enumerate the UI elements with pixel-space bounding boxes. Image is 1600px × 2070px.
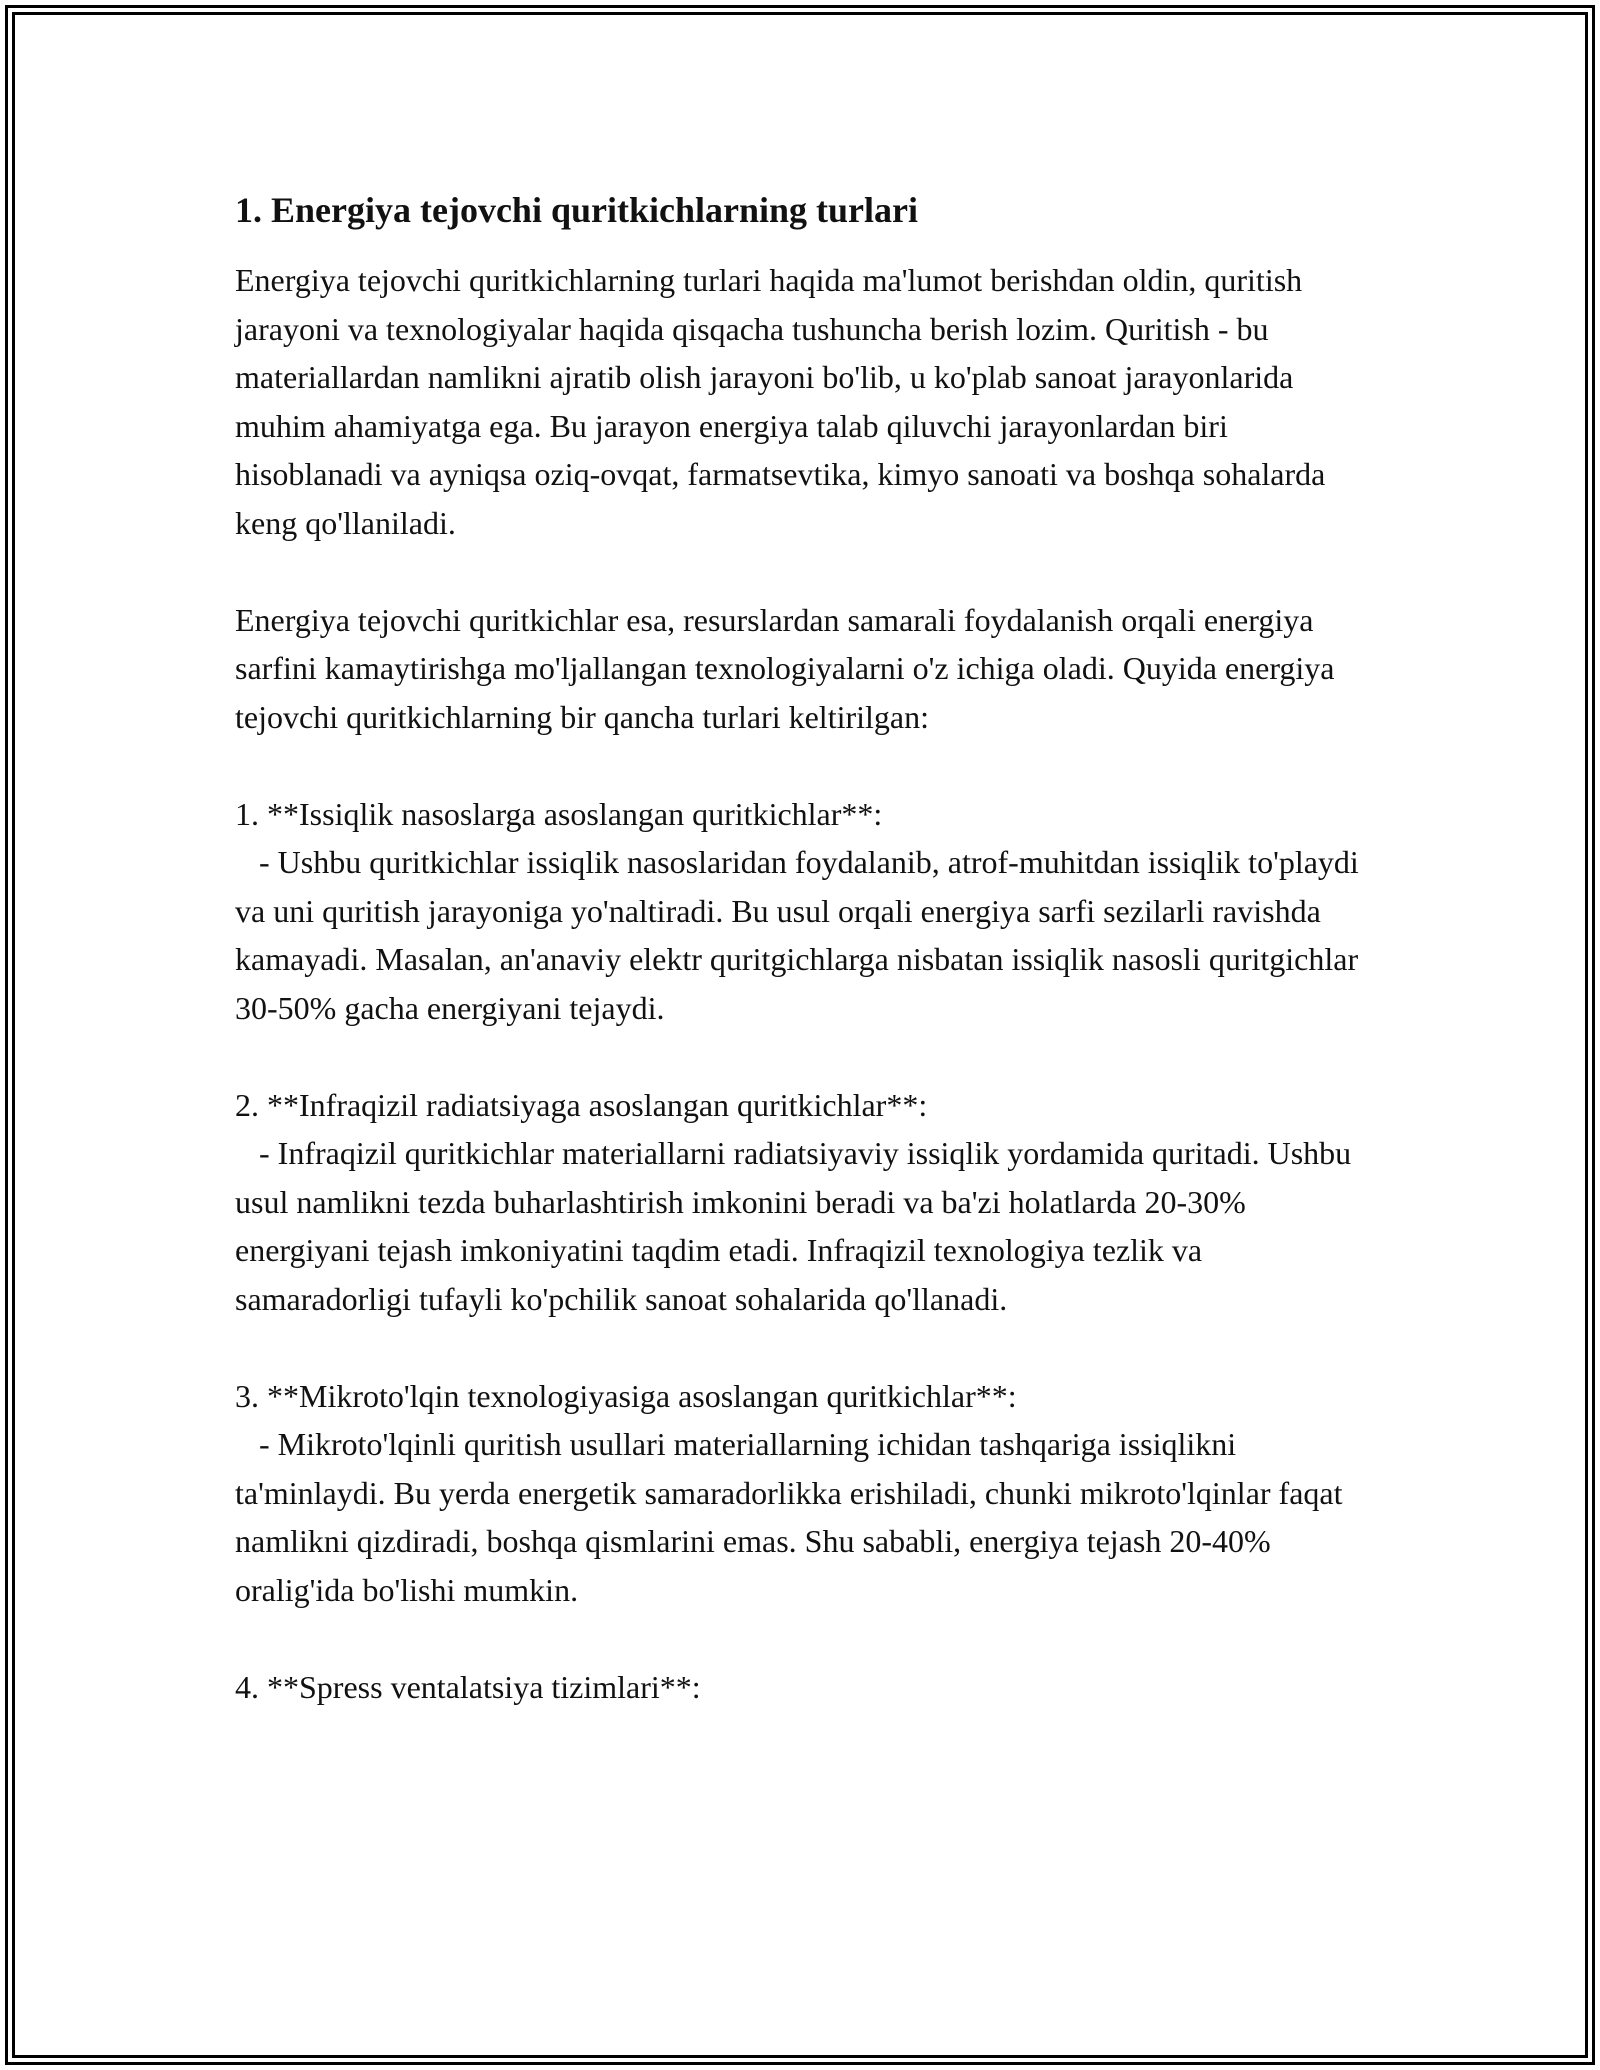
list-item-ventilation: 4. **Spress ventalatsiya tizimlari**:	[235, 1668, 701, 1705]
list-item-microwave: 3. **Mikroto'lqin texnologiyasiga asoslangan quritkichlar**: - Mikroto'lqinli quritish usullari materiallarning ichidan tashqariga issiqlikni ta'minlaydi. Bu yerda energetik samaradorlikka erishiladi, chunki mikroto'lqinlar faqat namlikni qizdiradi, boshqa qismlarini emas. Shu sababli, energiya tejash 20-40% oralig'ida bo'lishi mumkin.	[235, 1377, 1343, 1608]
intro-paragraph: Energiya tejovchi quritkichlarning turlari haqida ma'lumot berishdan oldin, quritish jarayoni va texnologiyalar haqida qisqacha tushuncha berish lozim. Quritish - bu materiallardan namlikni ajratib olish jarayoni bo'lib, u ko'plab sanoat jarayonlarida muhim ahamiyatga ega. Bu jarayon energiya talab qiluvchi jarayonlardan biri hisoblanadi va ayniqsa oziq-ovqat, farmatsevtika, kimyo sanoati va boshqa sohalarda keng qo'llaniladi.	[235, 262, 1334, 541]
document-body	[235, 186, 1375, 1711]
section-heading: 1. Energiya tejovchi quritkichlarning turlari	[235, 190, 918, 230]
types-intro-paragraph: Energiya tejovchi quritkichlar esa, resurslardan samarali foydalanish orqali energiya sarfini kamaytirishga mo'ljallangan texnologiyalarni o'z ichiga oladi. Quyida energiya tejovchi quritkichlarning bir qancha turlari keltirilgan:	[235, 601, 1343, 735]
list-item-infrared: 2. **Infraqizil radiatsiyaga asoslangan quritkichlar**: - Infraqizil quritkichlar materiallarni radiatsiyaviy issiqlik yordamida quritadi. Ushbu usul namlikni tezda buharlashtirish imkonini beradi va ba'zi holatlarda 20-30% energiyani tejash imkoniyatini taqdim etadi. Infraqizil texnologiya tezlik va samaradorligi tufayli ko'pchilik sanoat sohalarida qo'llanadi.	[235, 1086, 1352, 1317]
list-item-heat-pump: 1. **Issiqlik nasoslarga asoslangan quritkichlar**: - Ushbu quritkichlar issiqlik nasoslaridan foydalanib, atrof-muhitdan issiqlik to'playdi va uni quritish jarayoniga yo'naltiradi. Bu usul orqali energiya sarfi sezilarli ravishda kamayadi. Masalan, an'anaviy elektr quritgichlarga nisbatan issiqlik nasosli quritgichlar 30-50% gacha energiyani tejaydi.	[235, 795, 1359, 1026]
